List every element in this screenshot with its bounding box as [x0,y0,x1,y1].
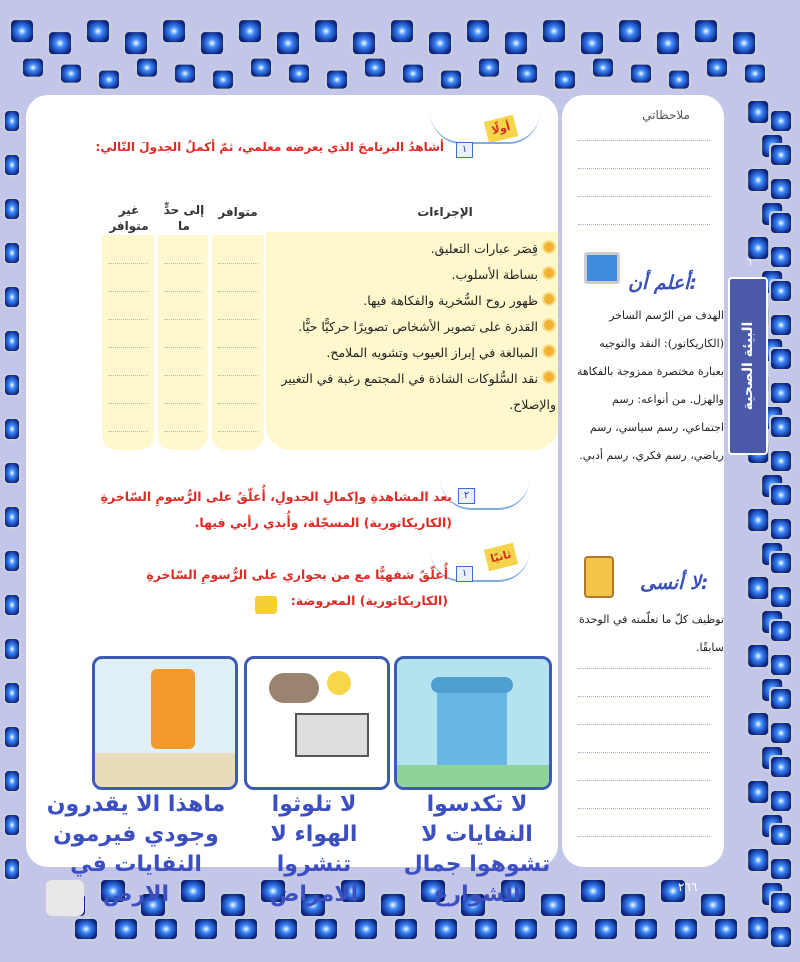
glow-tile [770,348,792,370]
note-line [578,168,710,169]
hourglass-icon [584,556,614,598]
glow-tile [744,64,766,84]
glow-tile [4,286,20,308]
note-line [578,724,710,725]
glow-tile [714,918,738,940]
glow-tile [48,31,72,55]
procedure-row [276,314,556,340]
glow-tile [4,814,20,836]
glow-tile [770,450,792,472]
glow-tile [770,518,792,540]
procedure-row [276,366,556,418]
glow-tile [747,100,769,124]
bullet-icon [542,266,556,280]
bullet-icon [542,292,556,306]
glow-tile [60,64,82,84]
note-line [578,780,710,781]
caption-2: لا تلوثوا الهواء لا تنشروا الامراض [269,792,359,907]
monitor-icon [584,252,620,284]
glow-tile [10,19,34,43]
col-header-not-available: غير متوافر [109,203,149,233]
glow-tile [747,848,769,872]
page-number: ٢٦٦ [678,880,698,894]
glow-tile [554,70,576,90]
caption-1: لا تكدسوا النفايات لا تشوهوا جمال الشوارع [403,792,551,907]
glow-tile [542,19,566,43]
picture-trash-can [394,656,552,790]
glow-tile [4,110,20,132]
glow-tile [394,918,418,940]
glow-tile [154,918,178,940]
glow-tile [4,242,20,264]
available-column[interactable] [212,235,264,450]
glow-tile [770,144,792,166]
glow-tile [212,70,234,90]
glow-tile [4,506,20,528]
glow-tile [732,31,756,55]
glow-tile [352,31,376,55]
procedure-text: نقد السُّلوكات الشاذة في المجتمع رغبة في التغيير والإصلاح. [281,371,556,412]
glow-tile [4,682,20,704]
glow-tile [428,31,452,55]
glow-tile [770,892,792,914]
glow-tile [136,58,158,78]
glow-tile [770,110,792,132]
glow-tile [4,418,20,440]
bullet-icon [542,344,556,358]
procedure-row [276,236,556,262]
col-header-partly: إلى حدٍّ ما [163,203,205,233]
pair-talk-icon [255,596,277,614]
glow-tile [747,644,769,668]
glow-tile [770,790,792,812]
glow-tile [4,198,20,220]
section2-tag: ثانيًا [484,543,518,572]
glow-tile [466,19,490,43]
bullet-icon [542,318,556,332]
glow-tile [747,576,769,600]
note-line [578,196,710,197]
unit-title: البيئة الصحية [740,321,756,411]
note-line [578,836,710,837]
procedure-text: القدرة على تصوير الأشخاص تصويرًا حركيًّا حيًّا. [298,319,538,334]
note-line [578,224,710,225]
note-line [578,752,710,753]
glow-tile [4,770,20,792]
section2-text: أُعلّقُ شفهيًّا مع من بجواري على الرُّسومِ السّاخرةِ (الكاريكاتورية) المعروضة: [146,567,448,608]
glow-tile [402,64,424,84]
glow-tile [770,314,792,336]
glow-tile [276,31,300,55]
glow-tile [4,550,20,572]
glow-tile [274,918,298,940]
glow-tile [770,484,792,506]
glow-tile [4,374,20,396]
glow-tile [4,594,20,616]
section1-tag: أولًا [484,115,518,144]
q2-text: بعد المشاهدةِ وإكمالِ الجدولِ، أُعلّقُ على الرُّسومِ السّاخرةِ (الكاريكاتورية) المسجّلة، وأُبدي رأيي فيها. [100,489,452,530]
glow-tile [314,918,338,940]
glow-tile [288,64,310,84]
glow-tile [4,462,20,484]
glow-tile [770,654,792,676]
glow-tile [440,70,462,90]
glow-tile [354,918,378,940]
glow-tile [4,638,20,660]
glow-tile [770,722,792,744]
glow-tile [364,58,386,78]
glow-tile [770,586,792,608]
glow-tile [162,19,186,43]
note-line [578,140,710,141]
glow-tile [194,918,218,940]
procedure-row [276,340,556,366]
glow-tile [694,19,718,43]
glow-tile [618,19,642,43]
glow-tile [747,508,769,532]
glow-tile [4,330,20,352]
glow-tile [4,858,20,880]
glow-tile [674,918,698,940]
glow-tile [124,31,148,55]
glow-tile [554,918,578,940]
remember-title: لا أنسى: [640,572,709,594]
glow-tile [620,893,646,917]
glow-tile [634,918,658,940]
col-header-available: متوافر [218,205,258,219]
glow-tile [434,918,458,940]
glow-tile [238,19,262,43]
section1-instruction: أشاهدُ البرنامجَ الذي يعرضه معلمي، ثمّ أكملُ الجدولَ التّالي: [95,140,444,154]
glow-tile [747,916,769,940]
glow-tile [770,620,792,642]
procedure-row [276,262,556,288]
glow-tile [770,858,792,880]
glow-tile [594,918,618,940]
glow-tile [22,58,44,78]
partly-column[interactable] [158,235,208,450]
procedure-text: بساطة الأسلوب. [451,267,538,282]
procedure-text: ظهور روح السُّخرية والفكاهة فيها. [363,293,538,308]
glow-tile [770,382,792,404]
glow-tile [114,918,138,940]
header-curve [430,112,540,144]
unit-title-strip [728,277,768,455]
glow-tile [770,552,792,574]
caption-3: ماهذا الا يقدرون وجودي فيرمون النفايات في الارض [46,792,226,907]
glow-tile [770,212,792,234]
notes-title: ملاحظاتي [642,108,690,122]
q2-number: ٢ [458,488,475,504]
glow-tile [74,918,98,940]
glow-tile [250,58,272,78]
glow-tile [390,19,414,43]
glow-tile [516,64,538,84]
glow-tile [770,416,792,438]
procedure-text: قِصَر عبارات التعليق. [430,241,538,256]
section1-number: ١ [456,142,473,158]
note-line [578,808,710,809]
note-line [578,668,710,669]
picture-orange-bin [92,656,238,790]
glow-tile [580,31,604,55]
picture-polluting-truck [244,656,390,790]
learn-title: أعلم أن: [628,272,698,294]
remember-text: توظيف كلّ ما تعلّمته في الوحدة سابقًا. [579,613,724,654]
glow-tile [98,70,120,90]
glow-tile [770,246,792,268]
glow-tile [668,70,690,90]
glow-tile [770,280,792,302]
side-number: ٦ [747,258,752,268]
glow-tile [504,31,528,55]
glow-tile [770,688,792,710]
glow-tile [4,726,20,748]
glow-tile [174,64,196,84]
glow-tile [706,58,728,78]
glow-tile [4,154,20,176]
glow-tile [514,918,538,940]
glow-tile [770,178,792,200]
glow-tile [747,712,769,736]
procedure-text: المبالغة في إبراز العيوب وتشويه الملامح. [326,345,538,360]
glow-tile [656,31,680,55]
glow-tile [474,918,498,940]
glow-tile [770,926,792,948]
glow-tile [86,19,110,43]
glow-tile [478,58,500,78]
learn-text: الهدف من الرّسم الساخر (الكاريكاتور): النقد والتوجيه بعبارة مختصرة ممزوجة بالفكاهة والهزل. من أنواعه: رسم اجتماعي، رسم سياسي، رسم رياضي، رسم فكري، رسم أدبي. [576,309,724,462]
col-header-procedures: الإجراءات [417,205,473,219]
glow-tile [200,31,224,55]
logo-icon [46,880,84,916]
glow-tile [770,756,792,778]
note-line [578,696,710,697]
glow-tile [326,70,348,90]
procedure-row [276,288,556,314]
glow-tile [234,918,258,940]
bullet-icon [542,370,556,384]
glow-tile [747,168,769,192]
glow-tile [580,879,606,903]
not-available-column[interactable] [102,235,154,450]
glow-tile [314,19,338,43]
glow-tile [592,58,614,78]
glow-tile [770,824,792,846]
glow-tile [747,236,769,260]
glow-tile [630,64,652,84]
glow-tile [700,893,726,917]
glow-tile [747,780,769,804]
bullet-icon [542,240,556,254]
section2-number: ١ [456,566,473,582]
